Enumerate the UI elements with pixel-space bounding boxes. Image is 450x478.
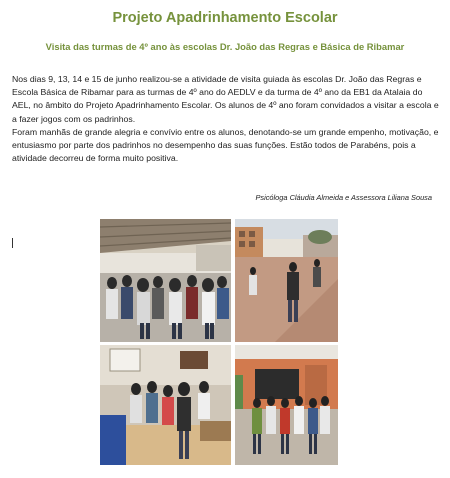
paragraph-1: Nos dias 9, 13, 14 e 15 de junho realizou-se a atividade de visita guiada às escolas Dr. João das Regras e Escola Básica de Ribamar para as turmas de 4º ano do AEDLV e da turma de 4º ano da EB1 da Atalaia do AEL, no âmbito do Projeto Apadrinhamento Escolar. Os alunos de 4º ano foram convidados a visitar a escola e a fazer jogos com os padrinhos. (12, 74, 439, 124)
signature: Psicóloga Cláudia Almeida e Assessora Liliana Sousa (255, 193, 432, 202)
photo-canopy-group (100, 219, 231, 342)
paragraph-2: Foram manhãs de grande alegria e convívio entre os alunos, denotando-se um grande empenho, motivação, e entusiasmo por parte dos padrinhos no desempenho das suas funções. Estão todos de Parabéns, pois a atividade decorreu de forma muito positiva. (12, 126, 439, 164)
document-title: Projeto Apadrinhamento Escolar (112, 10, 338, 26)
photo-building-entrance (235, 345, 338, 465)
photo-playground (235, 219, 338, 342)
body-text (12, 73, 440, 165)
text-cursor (12, 238, 13, 248)
document-subtitle: Visita das turmas de 4º ano às escolas Dr. João das Regras e Básica de Ribamar (45, 41, 405, 52)
photo-indoor-room (100, 345, 231, 465)
